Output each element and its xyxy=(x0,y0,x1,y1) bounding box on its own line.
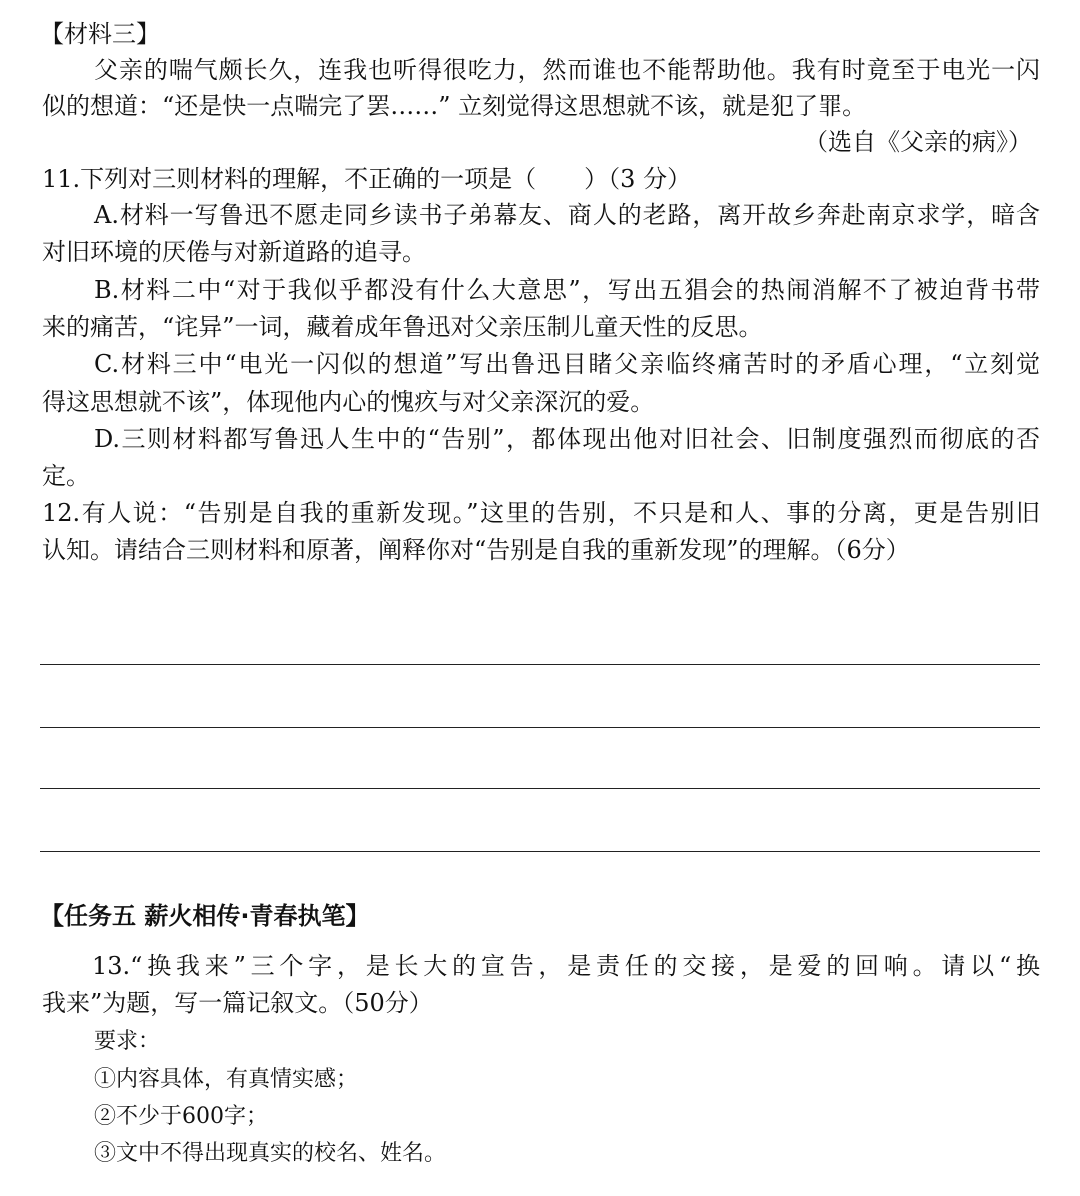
answer-line[interactable] xyxy=(40,727,1040,728)
q12-line-1: 12.有人说：“告别是自我的重新发现。”这里的告别，不只是和人、事的分离，更是告别旧 xyxy=(42,499,1040,527)
q11-option-d-line-1: D.三则材料都写鲁迅人生中的“告别”，都体现出他对旧社会、旧制度强烈而彻底的否 xyxy=(94,425,1040,453)
material3-line-2: 似的想道：“还是快一点喘完了罢……” 立刻觉得这思想就不该，就是犯了罪。 xyxy=(42,92,867,120)
q13-line-1: 13.“换我来”三个字，是长大的宣告，是责任的交接，是爱的回响。请以“换 xyxy=(92,952,1040,980)
q13-requirement-1: ①内容具体，有真情实感； xyxy=(94,1067,359,1092)
material3-heading: 【材料三】 xyxy=(40,20,160,48)
answer-line[interactable] xyxy=(40,664,1040,665)
q13-requirement-2: ②不少于600字； xyxy=(94,1104,268,1129)
task5-heading: 【任务五 薪火相传·青春执笔】 xyxy=(40,902,370,930)
q11-option-b-line-2: 来的痛苦，“诧异”一词，藏着成年鲁迅对父亲压制儿童天性的反思。 xyxy=(42,313,763,341)
q11-option-c-line-1: C.材料三中“电光一闪似的想道”写出鲁迅目睹父亲临终痛苦时的矛盾心理，“立刻觉 xyxy=(94,350,1040,378)
material3-line-1: 父亲的喘气颇长久，连我也听得很吃力，然而谁也不能帮助他。我有时竟至于电光一闪 xyxy=(94,56,1040,84)
q11-option-a-line-2: 对旧环境的厌倦与对新道路的追寻。 xyxy=(42,238,426,266)
answer-line[interactable] xyxy=(40,851,1040,852)
q11-option-b-line-1: B.材料二中“对于我似乎都没有什么大意思”，写出五猖会的热闹消解不了被迫背书带 xyxy=(94,276,1040,304)
q11-option-c-line-2: 得这思想就不该”，体现他内心的愧疚与对父亲深沉的爱。 xyxy=(42,388,655,416)
material3-source: （选自《父亲的病》） xyxy=(804,128,1032,156)
q13-line-2: 我来”为题，写一篇记叙文。（50分） xyxy=(42,989,433,1017)
q11-stem: 11.下列对三则材料的理解，不正确的一项是（ ）（3 分） xyxy=(42,165,692,193)
answer-line[interactable] xyxy=(40,788,1040,789)
q11-option-d-line-2: 定。 xyxy=(42,462,90,490)
q12-line-2: 认知。请结合三则材料和原著，阐释你对“告别是自我的重新发现”的理解。（6分） xyxy=(42,536,910,564)
q11-option-a-line-1: A.材料一写鲁迅不愿走同乡读书子弟幕友、商人的老路，离开故乡奔赴南京求学，暗含 xyxy=(94,201,1040,229)
q13-requirements-label: 要求： xyxy=(94,1029,161,1054)
q13-requirement-3: ③文中不得出现真实的校名、姓名。 xyxy=(94,1141,447,1166)
